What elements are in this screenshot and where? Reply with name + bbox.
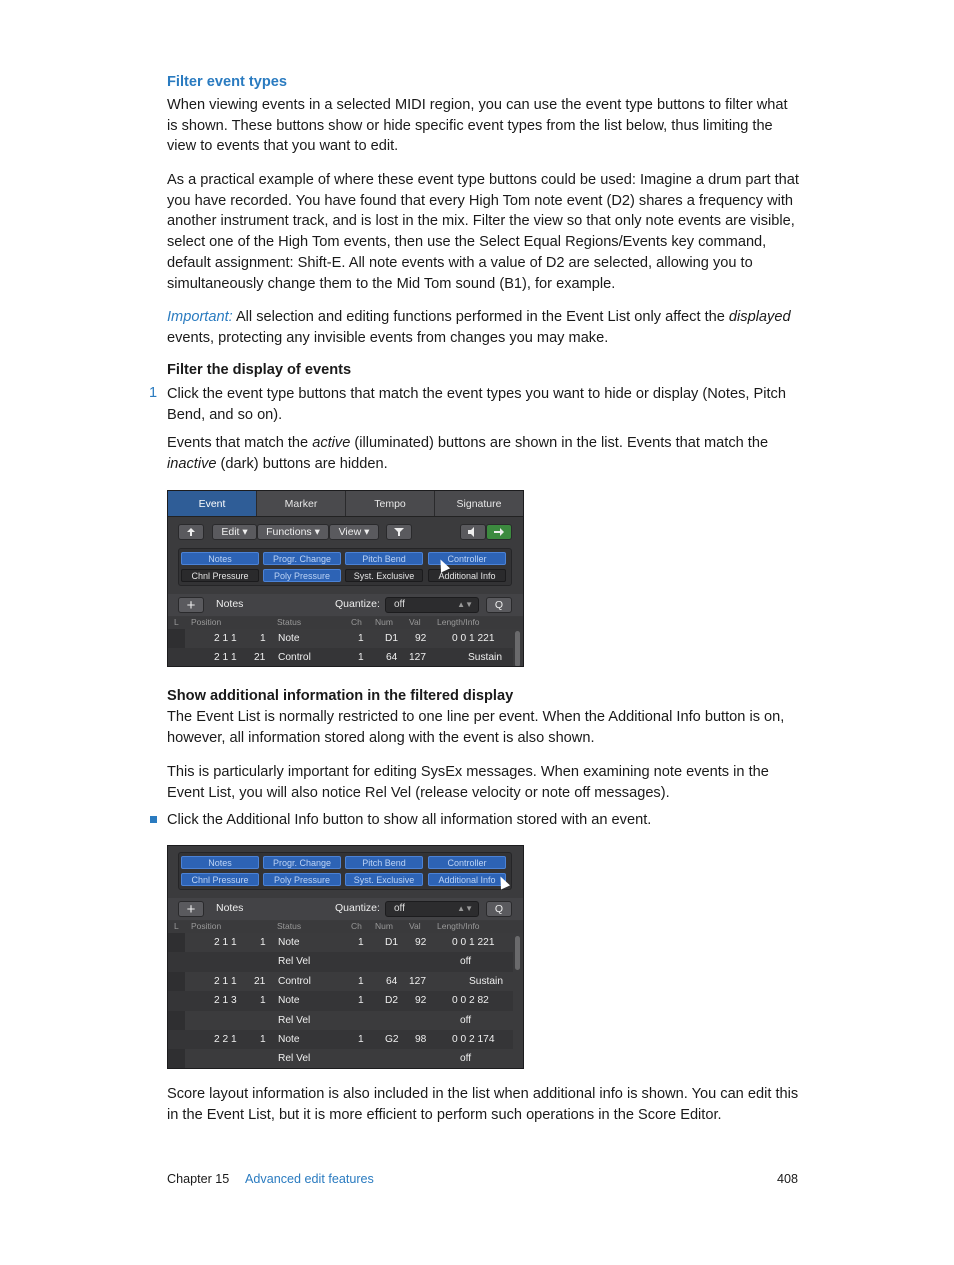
cell-channel: 1 xyxy=(358,1034,364,1045)
table-row[interactable] xyxy=(168,952,513,971)
cell-channel: 1 xyxy=(358,975,364,987)
cell-tick: 1 xyxy=(260,995,266,1007)
cell-length-info: off xyxy=(460,1053,472,1065)
cell-status: Note xyxy=(278,937,300,948)
col-status: Status xyxy=(277,921,302,931)
list-toolbar xyxy=(168,898,523,920)
up-arrow-button[interactable] xyxy=(178,524,204,540)
column-headers xyxy=(168,921,523,933)
event-type-filter-buttons xyxy=(178,852,512,890)
step-number: 1 xyxy=(149,385,158,401)
quantize-value: off xyxy=(394,903,405,914)
closing-paragraph: Score layout information is also included in the list when additional info is shown. You can edit this in the Event List, but it is more efficient to perform such operations in the Score Editor. xyxy=(167,1086,799,1123)
event-list-screenshot-1 xyxy=(167,490,524,667)
filter-additional-info-button[interactable]: Additional Info xyxy=(428,569,506,582)
note-text: events, protecting any invisible events from changes you may make. xyxy=(167,329,609,346)
cell-num: D1 xyxy=(385,633,399,644)
quantize-value: off xyxy=(394,599,405,610)
up-arrow-icon xyxy=(186,527,196,537)
cell-num: 64 xyxy=(386,975,398,987)
filter-notes-button[interactable]: Notes xyxy=(181,552,259,565)
table-row[interactable] xyxy=(168,629,513,648)
cell-length-info: 0 0 2 174 xyxy=(452,1034,495,1045)
cell-length-info: Sustain xyxy=(468,652,502,664)
filter-controller-button[interactable]: Controller xyxy=(428,552,506,565)
cell-channel: 1 xyxy=(358,633,364,644)
cell-status: Control xyxy=(278,652,311,664)
cell-length-info: 0 0 2 82 xyxy=(452,995,489,1007)
cell-num: D1 xyxy=(385,937,399,948)
edit-menu[interactable]: Edit ▾ xyxy=(212,524,257,540)
col-length-info: Length/Info xyxy=(437,617,480,627)
cell-position: 2 1 1 xyxy=(214,652,237,664)
table-row[interactable] xyxy=(168,1030,513,1049)
cell-status: Rel Vel xyxy=(278,956,311,968)
cell-status: Rel Vel xyxy=(278,1053,311,1065)
filter-pitch-bend-button[interactable]: Pitch Bend xyxy=(345,552,423,565)
filter-program-change-button[interactable]: Progr. Change xyxy=(263,552,341,565)
quantize-button[interactable]: Q xyxy=(486,901,512,917)
table-row[interactable] xyxy=(168,972,513,991)
bullet-icon xyxy=(150,816,157,823)
important-label: Important: xyxy=(167,309,233,325)
detail-text: Events that match the xyxy=(167,435,313,451)
col-num: Num xyxy=(375,921,393,931)
task-heading: Filter the display of events xyxy=(167,362,352,378)
cell-length-info: off xyxy=(460,956,472,968)
paragraph: As a practical example of where these event type buttons could be used: Imagine a drum part that you have recorded. You have found that every High Tom note event (D2) shares a frequency with another instrument track, and is lost in the mix. Filter the view so that only note events are visible, select one of the High Tom events, then use the Select Equal Regions/Events key command, default assignment: Shift-E. All note events with a value of D2 are selected, allowing you to simultaneously change them to the Mid Tom sound (B1), for example. xyxy=(167,172,799,292)
cell-tick: 21 xyxy=(254,652,266,664)
catch-button[interactable] xyxy=(486,524,512,540)
col-num: Num xyxy=(375,617,393,627)
cell-channel: 1 xyxy=(358,652,364,664)
view-menu[interactable]: View ▾ xyxy=(329,524,379,540)
footer-chapter: Chapter 15 xyxy=(167,1172,230,1186)
bullet-text: Click the Additional Info button to show all information stored with an event. xyxy=(167,812,652,828)
col-channel: Ch xyxy=(351,921,362,931)
col-channel: Ch xyxy=(351,617,362,627)
event-type-label: Notes xyxy=(216,902,244,914)
step-detail xyxy=(167,433,799,474)
cell-val: 127 xyxy=(409,975,426,987)
tab-tempo[interactable]: Tempo xyxy=(346,491,435,516)
cell-length-info: 0 0 1 221 xyxy=(452,937,495,948)
filter-channel-pressure-button[interactable]: Chnl Pressure xyxy=(181,873,259,886)
stepper-icon: ▲▼ xyxy=(457,904,473,913)
tab-marker[interactable]: Marker xyxy=(257,491,346,516)
column-headers xyxy=(168,617,523,629)
cell-length-info: 0 0 1 221 xyxy=(452,633,495,644)
col-position: Position xyxy=(191,921,222,931)
event-list-screenshot-2 xyxy=(167,845,524,1069)
event-type-label: Notes xyxy=(216,598,244,610)
cell-tick: 1 xyxy=(260,937,266,948)
event-list-toolbar xyxy=(168,519,523,547)
quantize-select[interactable] xyxy=(385,901,479,917)
cell-channel: 1 xyxy=(358,937,364,948)
cell-length-info: Sustain xyxy=(469,975,503,987)
event-list-tabs xyxy=(168,491,523,517)
filter-button[interactable] xyxy=(386,524,412,540)
cell-num: D2 xyxy=(385,995,399,1007)
cell-status: Rel Vel xyxy=(278,1014,311,1026)
add-event-button[interactable]: + xyxy=(178,901,204,917)
scrollbar[interactable] xyxy=(515,936,520,970)
filter-sysex-button[interactable]: Syst. Exclusive xyxy=(345,569,423,582)
quantize-label: Quantize: xyxy=(335,902,380,914)
step-text: Click the event type buttons that match the event types you want to hide or display (Notes, Pitch Bend, and so on). xyxy=(167,386,786,423)
cell-tick: 1 xyxy=(260,633,266,644)
filter-poly-pressure-button[interactable]: Poly Pressure xyxy=(263,569,341,582)
cell-status: Note xyxy=(278,633,300,644)
footer-chapter-link[interactable]: Advanced edit features xyxy=(245,1172,374,1186)
filter-icon xyxy=(393,527,405,537)
quantize-label: Quantize: xyxy=(335,598,380,610)
cell-val: 98 xyxy=(415,1034,427,1045)
col-status: Status xyxy=(277,617,302,627)
table-row[interactable] xyxy=(168,648,513,667)
filter-additional-info-button[interactable]: Additional Info xyxy=(428,873,506,886)
paragraph: This is particularly important for editing SysEx messages. When examining note events in the Event List, you will also notice Rel Vel (release velocity or note off messages). xyxy=(167,764,769,801)
cell-num: 64 xyxy=(386,652,398,664)
cell-val: 127 xyxy=(409,652,426,664)
filter-notes-button[interactable]: Notes xyxy=(181,856,259,869)
add-event-button[interactable]: + xyxy=(178,597,204,613)
table-row[interactable] xyxy=(168,1049,513,1068)
functions-menu[interactable]: Functions ▾ xyxy=(257,524,329,540)
cell-status: Control xyxy=(278,975,311,987)
detail-emphasis: inactive xyxy=(167,455,217,472)
midi-out-button[interactable] xyxy=(460,524,486,540)
filter-channel-pressure-button[interactable]: Chnl Pressure xyxy=(181,569,259,582)
detail-text: (illuminated) buttons are shown in the list. Events that match the xyxy=(350,435,769,451)
cell-length-info: off xyxy=(460,1014,472,1026)
page-number: 408 xyxy=(777,1172,799,1186)
cell-tick: 21 xyxy=(254,975,266,987)
table-row[interactable] xyxy=(168,1011,513,1030)
scrollbar[interactable] xyxy=(515,631,520,667)
important-note xyxy=(167,307,799,348)
cell-position: 2 1 1 xyxy=(214,937,237,948)
detail-emphasis: active xyxy=(312,435,351,451)
paragraph: When viewing events in a selected MIDI region, you can use the event type buttons to filter what is shown. These buttons show or hide specific event types from the list below, thus limiting the view to events that you want to edit. xyxy=(167,97,788,155)
col-l: L xyxy=(174,921,179,931)
cell-channel: 1 xyxy=(358,995,364,1007)
cell-position: 2 1 1 xyxy=(214,975,237,987)
table-row[interactable] xyxy=(168,991,513,1010)
col-position: Position xyxy=(191,617,222,627)
cell-position: 2 1 3 xyxy=(214,995,237,1007)
filter-sysex-button[interactable]: Syst. Exclusive xyxy=(345,873,423,886)
event-type-filter-buttons xyxy=(178,548,512,586)
tab-signature[interactable]: Signature xyxy=(456,497,502,510)
detail-text: (dark) buttons are hidden. xyxy=(216,455,388,472)
cell-val: 92 xyxy=(415,937,427,948)
quantize-select[interactable] xyxy=(385,597,479,613)
paragraph: The Event List is normally restricted to one line per event. When the Additional Info button is on, however, all information stored along with the event is also shown. xyxy=(167,709,785,746)
cell-status: Note xyxy=(278,1034,300,1045)
table-row[interactable] xyxy=(168,933,513,952)
cell-position: 2 2 1 xyxy=(214,1034,237,1045)
cell-position: 2 1 1 xyxy=(214,633,237,644)
filter-controller-button[interactable]: Controller xyxy=(428,856,506,869)
note-emphasis: displayed xyxy=(728,309,791,325)
cell-val: 92 xyxy=(415,633,427,644)
filter-poly-pressure-button[interactable]: Poly Pressure xyxy=(263,873,341,886)
catch-arrow-icon xyxy=(493,527,505,537)
filter-pitch-bend-button[interactable]: Pitch Bend xyxy=(345,856,423,869)
col-val: Val xyxy=(409,921,421,931)
col-val: Val xyxy=(409,617,421,627)
cell-status: Note xyxy=(278,995,300,1007)
section-heading-additional-info: Show additional information in the filtered display xyxy=(167,688,514,704)
filter-program-change-button[interactable]: Progr. Change xyxy=(263,856,341,869)
tab-event[interactable]: Event xyxy=(168,491,257,516)
cell-val: 92 xyxy=(415,995,427,1007)
stepper-icon: ▲▼ xyxy=(457,600,473,609)
section-heading-filter-event-types: Filter event types xyxy=(167,74,288,90)
list-toolbar xyxy=(168,594,523,616)
cell-tick: 1 xyxy=(260,1034,266,1045)
cell-num: G2 xyxy=(385,1034,399,1045)
speaker-icon xyxy=(467,527,479,537)
col-l: L xyxy=(174,617,179,627)
note-text: All selection and editing functions performed in the Event List only affect the xyxy=(232,309,729,325)
col-length-info: Length/Info xyxy=(437,921,480,931)
quantize-button[interactable]: Q xyxy=(486,597,512,613)
